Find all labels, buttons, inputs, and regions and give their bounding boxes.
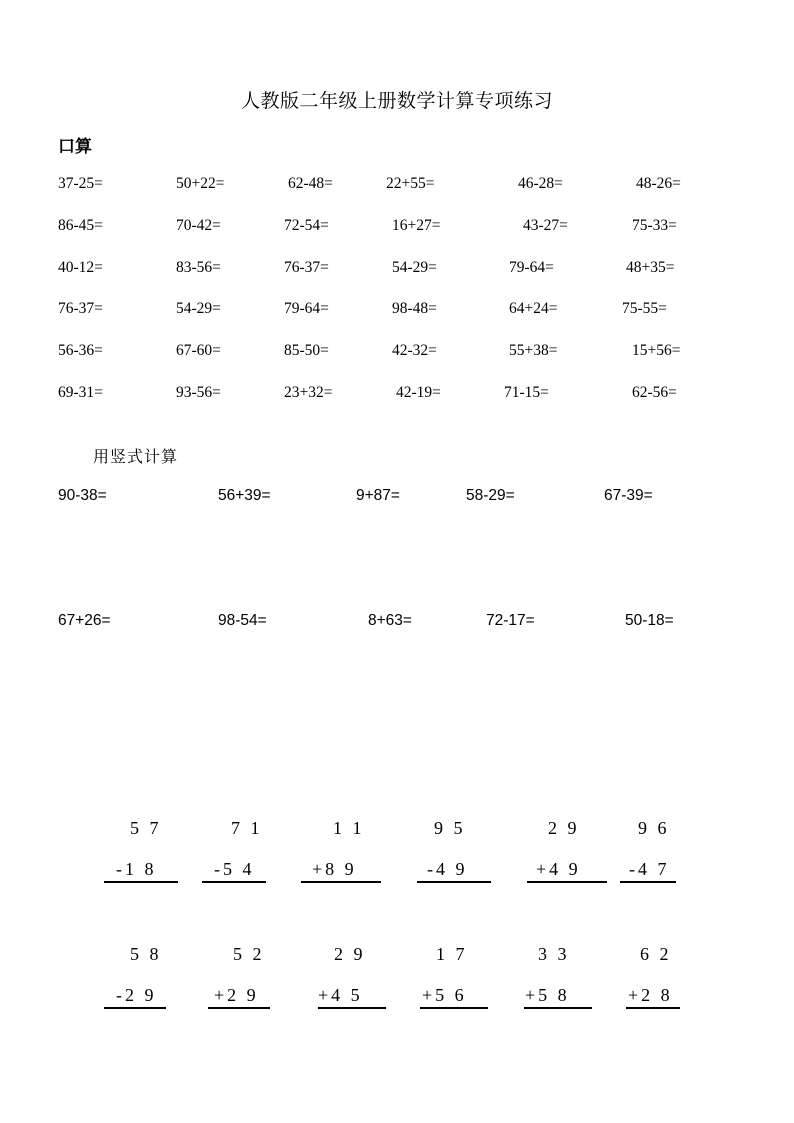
vertical-problem: 50-18= [625, 612, 674, 629]
oral-problem: 79-64= [284, 300, 329, 317]
oral-problem: 85-50= [284, 342, 329, 359]
oral-problem: 48-26= [636, 175, 681, 192]
vertical-problem: 90-38= [58, 487, 107, 504]
oral-problem: 75-33= [632, 217, 677, 234]
answer-line [301, 881, 381, 883]
column-bottom-number: +5 8 [525, 985, 570, 1005]
oral-problem: 42-32= [392, 342, 437, 359]
answer-line [202, 881, 266, 883]
column-bottom-number: +4 5 [318, 985, 363, 1005]
vertical-problem: 72-17= [486, 612, 535, 629]
column-top-number: 7 1 [231, 818, 263, 838]
oral-problem: 62-48= [288, 175, 333, 192]
oral-problem: 54-29= [176, 300, 221, 317]
column-bottom-number: +2 9 [214, 985, 259, 1005]
oral-problem: 86-45= [58, 217, 103, 234]
column-bottom-number: +4 9 [536, 859, 581, 879]
oral-problem: 72-54= [284, 217, 329, 234]
oral-problem: 42-19= [396, 384, 441, 401]
column-top-number: 1 1 [333, 818, 365, 838]
oral-problem: 76-37= [58, 300, 103, 317]
column-bottom-number: -2 9 [116, 985, 157, 1005]
oral-problem: 37-25= [58, 175, 103, 192]
answer-line [620, 881, 676, 883]
answer-line [208, 1007, 270, 1009]
oral-problem: 48+35= [626, 259, 675, 276]
oral-problem: 79-64= [509, 259, 554, 276]
oral-problem: 46-28= [518, 175, 563, 192]
oral-problem: 98-48= [392, 300, 437, 317]
column-top-number: 1 7 [436, 944, 468, 964]
column-bottom-number: +5 6 [422, 985, 467, 1005]
column-bottom-number: +8 9 [312, 859, 357, 879]
column-top-number: 5 8 [130, 944, 162, 964]
column-bottom-number: -4 7 [629, 859, 670, 879]
oral-problem: 56-36= [58, 342, 103, 359]
column-top-number: 3 3 [538, 944, 570, 964]
vertical-problem: 98-54= [218, 612, 267, 629]
column-top-number: 6 2 [640, 944, 672, 964]
oral-problem: 55+38= [509, 342, 558, 359]
column-top-number: 9 5 [434, 818, 466, 838]
column-top-number: 5 7 [130, 818, 162, 838]
answer-line [318, 1007, 386, 1009]
answer-line [527, 881, 607, 883]
oral-problem: 64+24= [509, 300, 558, 317]
oral-problem: 67-60= [176, 342, 221, 359]
oral-problem: 23+32= [284, 384, 333, 401]
oral-problem: 40-12= [58, 259, 103, 276]
vertical-problem: 56+39= [218, 487, 271, 504]
column-bottom-number: -1 8 [116, 859, 157, 879]
answer-line [104, 1007, 166, 1009]
vertical-problem: 67-39= [604, 487, 653, 504]
oral-problem: 76-37= [284, 259, 329, 276]
answer-line [104, 881, 178, 883]
oral-problem: 22+55= [386, 175, 435, 192]
oral-problem: 69-31= [58, 384, 103, 401]
oral-problem: 62-56= [632, 384, 677, 401]
vertical-problem: 8+63= [368, 612, 412, 629]
oral-problem: 83-56= [176, 259, 221, 276]
vertical-problem: 58-29= [466, 487, 515, 504]
column-top-number: 2 9 [548, 818, 580, 838]
column-top-number: 2 9 [334, 944, 366, 964]
vertical-calc-heading: 用竖式计算 [93, 449, 179, 466]
oral-problem: 43-27= [523, 217, 568, 234]
column-top-number: 9 6 [638, 818, 670, 838]
column-bottom-number: -5 4 [214, 859, 255, 879]
oral-problem: 16+27= [392, 217, 441, 234]
answer-line [524, 1007, 592, 1009]
page-title: 人教版二年级上册数学计算专项练习 [240, 91, 553, 112]
answer-line [417, 881, 491, 883]
column-top-number: 5 2 [233, 944, 265, 964]
answer-line [420, 1007, 488, 1009]
vertical-problem: 67+26= [58, 612, 111, 629]
oral-problem: 75-55= [622, 300, 667, 317]
answer-line [626, 1007, 680, 1009]
oral-calc-heading: 口算 [58, 137, 92, 156]
oral-problem: 93-56= [176, 384, 221, 401]
oral-problem: 71-15= [504, 384, 549, 401]
oral-problem: 50+22= [176, 175, 225, 192]
oral-problem: 15+56= [632, 342, 681, 359]
oral-problem: 54-29= [392, 259, 437, 276]
oral-problem: 70-42= [176, 217, 221, 234]
column-bottom-number: -4 9 [427, 859, 468, 879]
column-bottom-number: +2 8 [628, 985, 673, 1005]
vertical-problem: 9+87= [356, 487, 400, 504]
